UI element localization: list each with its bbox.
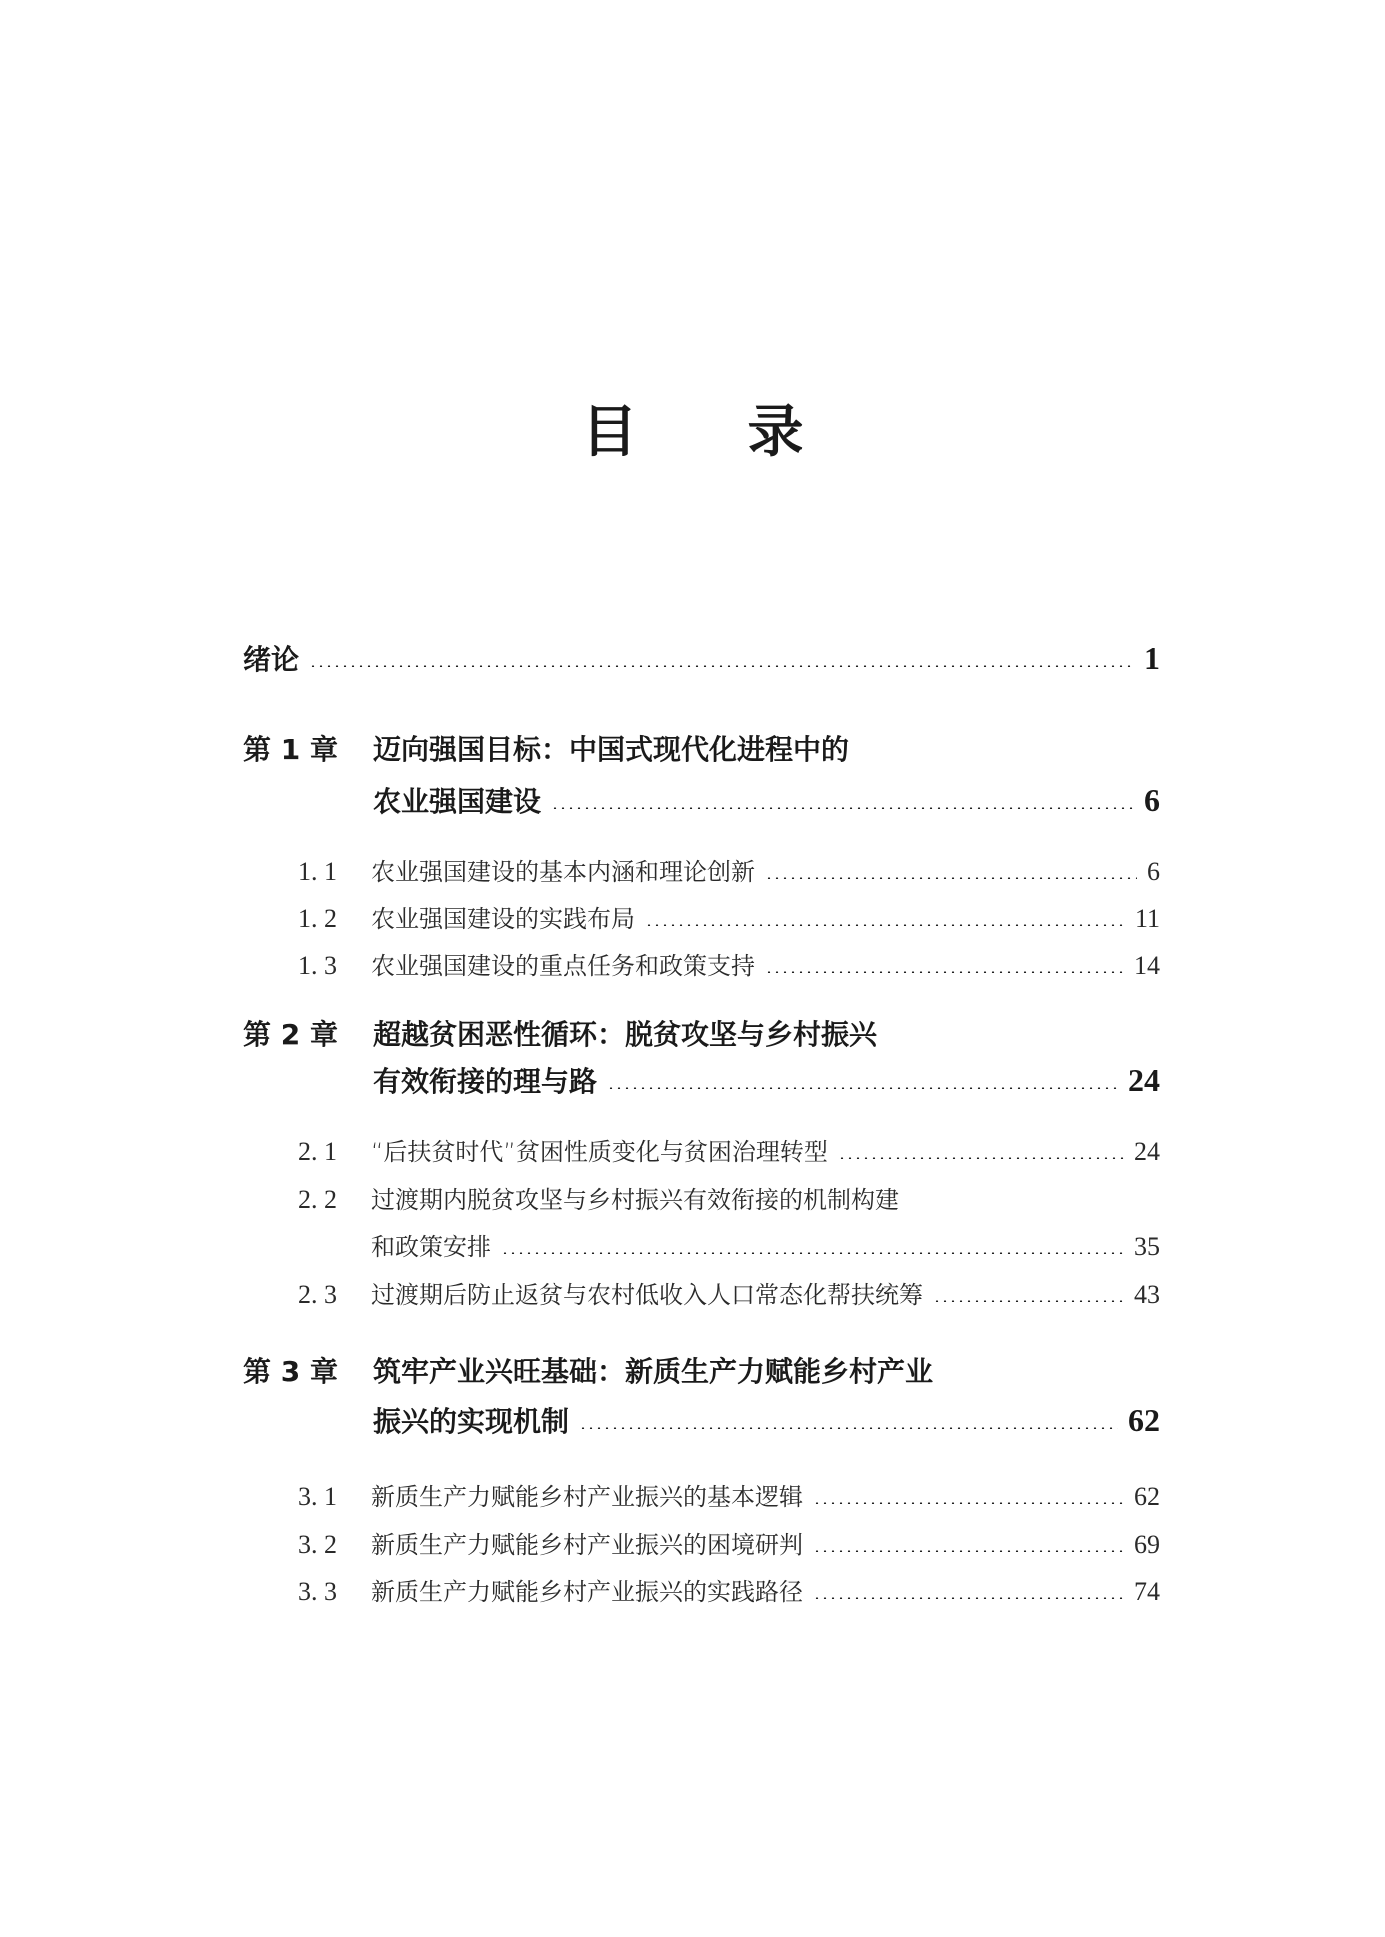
- page-number: 24: [1134, 1137, 1160, 1166]
- page-number: 62: [1134, 1482, 1160, 1511]
- toc-section[interactable]: [298, 1525, 1160, 1560]
- chapter-heading[interactable]: [243, 1350, 1160, 1390]
- chapter-heading[interactable]: [243, 728, 1160, 768]
- dot-leader: [645, 924, 1125, 926]
- section-title: 新质生产力赋能乡村产业振兴的实践路径: [371, 1578, 803, 1606]
- chapter-title: 筑牢产业兴旺基础：新质生产力赋能乡村产业: [373, 1355, 934, 1388]
- page-number: 69: [1134, 1530, 1160, 1559]
- chapter-heading[interactable]: [243, 1013, 1160, 1053]
- page-number: 62: [1128, 1402, 1160, 1438]
- toc-section[interactable]: [298, 1180, 899, 1215]
- section-title: 农业强国建设的实践布局: [371, 905, 635, 933]
- section-number: 2. 1: [298, 1137, 337, 1166]
- toc-section[interactable]: [298, 1477, 1160, 1512]
- page-number: 35: [1134, 1232, 1160, 1261]
- toc-section[interactable]: [298, 1572, 1160, 1607]
- toc-section[interactable]: [298, 899, 1160, 934]
- chapter-title: 有效衔接的理与路: [373, 1065, 598, 1098]
- page-number: 1: [1144, 640, 1160, 676]
- page-number: 6: [1144, 782, 1160, 818]
- toc-section-cont[interactable]: [371, 1227, 1160, 1262]
- section-number: 3. 3: [298, 1577, 337, 1606]
- dot-leader: [765, 971, 1124, 973]
- chapter-title: 振兴的实现机制: [373, 1405, 570, 1438]
- section-number: 2. 3: [298, 1280, 337, 1309]
- dot-leader: [309, 665, 1134, 667]
- section-number: 1. 1: [298, 857, 337, 886]
- page-number: 74: [1134, 1577, 1160, 1606]
- dot-leader: [933, 1300, 1124, 1302]
- chapter-label: 第 1 章: [243, 733, 338, 766]
- section-number: 3. 1: [298, 1482, 337, 1511]
- dot-leader: [765, 877, 1137, 879]
- dot-leader: [813, 1597, 1124, 1599]
- section-number: 3. 2: [298, 1530, 337, 1559]
- dot-leader: [813, 1502, 1124, 1504]
- toc-section[interactable]: [298, 1132, 1160, 1167]
- section-number: 1. 2: [298, 904, 337, 933]
- section-title: 新质生产力赋能乡村产业振兴的基本逻辑: [371, 1483, 803, 1511]
- section-title: 新质生产力赋能乡村产业振兴的困境研判: [371, 1531, 803, 1559]
- entry-title: 绪论: [243, 643, 300, 676]
- page-number: 14: [1134, 951, 1160, 980]
- chapter-title: 农业强国建设: [373, 785, 542, 818]
- title-char: 目: [581, 400, 638, 465]
- section-title: “后扶贫时代”贫困性质变化与贫困治理转型: [371, 1138, 828, 1166]
- section-title: 过渡期内脱贫攻坚与乡村振兴有效衔接的机制构建: [371, 1186, 899, 1214]
- dot-leader: [813, 1550, 1124, 1552]
- chapter-title: 迈向强国目标：中国式现代化进程中的: [373, 733, 850, 766]
- page-number: 24: [1128, 1062, 1160, 1098]
- dot-leader: [551, 807, 1134, 809]
- page-title: [0, 388, 1385, 468]
- chapter-title: 超越贫困恶性循环：脱贫攻坚与乡村振兴: [373, 1018, 878, 1051]
- section-number: 1. 3: [298, 951, 337, 980]
- page-number: 6: [1147, 857, 1160, 886]
- chapter-label: 第 2 章: [243, 1018, 338, 1051]
- section-title: 过渡期后防止返贫与农村低收入人口常态化帮扶统筹: [371, 1281, 923, 1309]
- section-title: 农业强国建设的基本内涵和理论创新: [371, 858, 755, 886]
- dot-leader: [501, 1252, 1124, 1254]
- dot-leader: [607, 1087, 1118, 1089]
- toc-entry-intro[interactable]: [243, 638, 1160, 678]
- toc-section[interactable]: [298, 1275, 1160, 1310]
- toc-section[interactable]: [298, 852, 1160, 887]
- chapter-label: 第 3 章: [243, 1355, 338, 1388]
- section-title: 农业强国建设的重点任务和政策支持: [371, 952, 755, 980]
- dot-leader: [838, 1157, 1124, 1159]
- chapter-heading-cont[interactable]: [373, 1060, 1160, 1100]
- toc-section[interactable]: [298, 946, 1160, 981]
- section-title: 和政策安排: [371, 1233, 491, 1261]
- section-number: 2. 2: [298, 1185, 337, 1214]
- page-number: 11: [1134, 904, 1160, 933]
- chapter-heading-cont[interactable]: [373, 780, 1160, 820]
- title-char: 录: [747, 400, 804, 465]
- dot-leader: [579, 1427, 1118, 1429]
- page-number: 43: [1134, 1280, 1160, 1309]
- chapter-heading-cont[interactable]: [373, 1400, 1160, 1440]
